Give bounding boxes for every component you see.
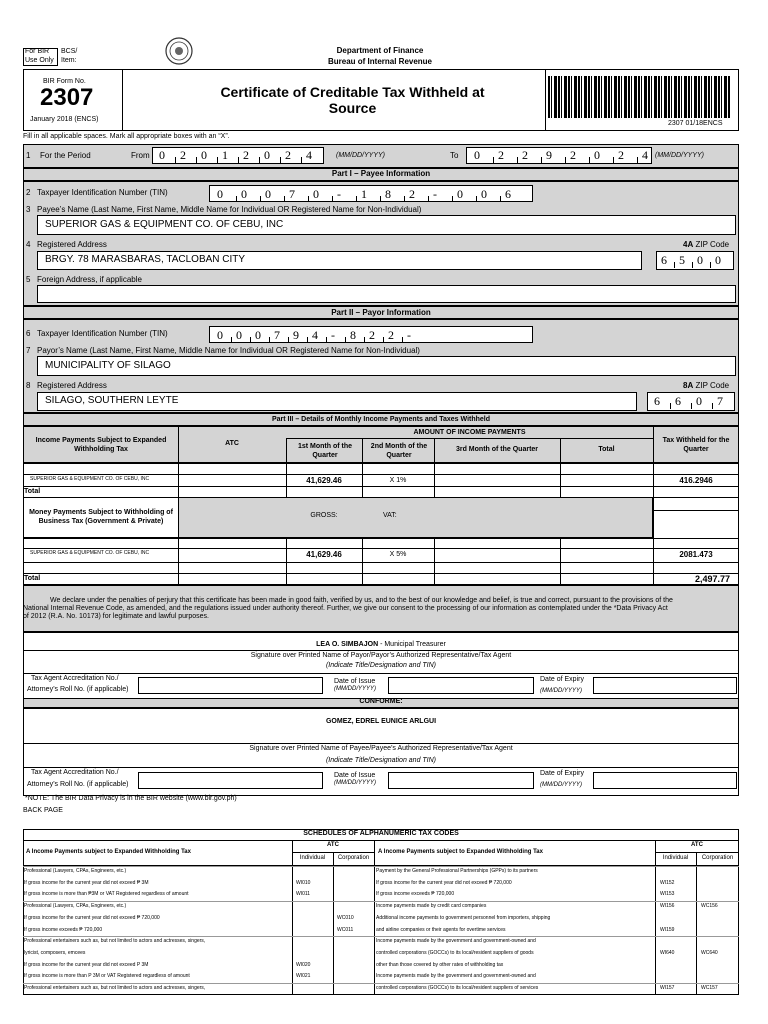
schedule-row-text: and airline companies or their agents for overtime services <box>376 926 506 933</box>
payee-tin-digit: 2 <box>409 187 415 201</box>
form-date: January 2018 (ENCS) <box>30 116 99 123</box>
back-page-label: BACK PAGE <box>23 807 63 814</box>
from-date-digit: 2 <box>243 148 249 162</box>
schedule-row-atc-individual: WI010 <box>296 879 311 886</box>
for-bir-label: For BIR <box>25 48 50 55</box>
to-date-digit: 4 <box>642 148 648 162</box>
payee-tin-label: Taxpayer Identification Number (TIN) <box>37 188 168 197</box>
instruction-text: Fill in all applicable spaces. Mark all appropriate boxes with an “X”. <box>23 133 230 140</box>
payor-agent-label1: Tax Agent Accreditation No./ <box>31 675 119 682</box>
schedule-row-text: Professional (Lawyers, CPAs, Engineers, etc.) <box>24 903 127 910</box>
payor-zip-num: 8A <box>683 381 694 390</box>
payor-tin-digit: 7 <box>274 328 280 342</box>
part2-title: Part II – Payor Information <box>331 308 431 317</box>
left-corporation-header: Corporation <box>337 855 370 861</box>
to-date-digit: 2 <box>618 148 624 162</box>
payee-agent-label1: Tax Agent Accreditation No./ <box>31 769 119 776</box>
bir-seal-icon <box>165 37 193 65</box>
right-individual-header: Individual <box>662 855 689 861</box>
payee-tin-num: 2 <box>26 188 31 197</box>
to-date-digit: 2 <box>570 148 576 162</box>
schedule-title: SCHEDULES OF ALPHANUMERIC TAX CODES <box>303 830 459 837</box>
payee-issue-date-field[interactable] <box>388 772 534 789</box>
payee-tin-digit: 0 <box>481 187 487 201</box>
part3-title: Part III – Details of Monthly Income Payments and Taxes Withheld <box>271 416 491 423</box>
to-date-digit: 0 <box>594 148 600 162</box>
payor-tin-digit: 0 <box>255 328 261 342</box>
schedule-row-text: If gross income for the current year did not exceed P 3M <box>24 961 149 968</box>
row2-m2: X 5% <box>389 551 407 558</box>
business-label: Money Payments Subject to Withholding of Business Tax (Government & Private) <box>29 509 173 525</box>
left-section-header: A Income Payments subject to Expanded Withholding Tax <box>26 849 191 855</box>
row1-m1: 41,629.46 <box>306 476 342 485</box>
foreign-addr-num: 5 <box>26 275 31 284</box>
payee-zip-digit: 0 <box>697 253 703 267</box>
schedule-row-text: If gross income for the current year did not exceed ₱ 3M <box>24 879 149 886</box>
business-shaded <box>178 497 653 538</box>
payee-expiry-date-field[interactable] <box>593 772 737 789</box>
grand-total-value: 2,497.77 <box>695 574 731 584</box>
col-m3: 3rd Month of the Quarter <box>455 446 539 453</box>
payee-addr-num: 4 <box>26 240 31 249</box>
gross-label: GROSS: <box>310 512 338 519</box>
foreign-addr-text: Foreign Address, if applicable <box>37 275 142 284</box>
right-corporation-header: Corporation <box>701 855 734 861</box>
payee-tin-digit: 1 <box>361 187 367 201</box>
payor-tin-num: 6 <box>26 329 31 338</box>
row1-tax: 416.2946 <box>679 476 713 485</box>
payee-zip-label <box>683 240 729 249</box>
payee-tin-digit: 0 <box>457 187 463 201</box>
privacy-note: *NOTE: The BIR Data Privacy is in the BIR website (www.bir.gov.ph) <box>25 795 237 802</box>
payee-tin-digit: - <box>337 187 341 201</box>
payee-zip-field[interactable] <box>656 251 734 270</box>
payee-addr-label: Registered Address <box>37 240 107 249</box>
right-section-header: A Income Payments subject to Expanded Withholding Tax <box>378 849 543 855</box>
row2-name: SUPERIOR GAS & EQUIPMENT CO. OF CEBU, INC <box>30 550 150 556</box>
schedule-row-atc-individual: WI159 <box>660 926 675 933</box>
declaration-line3: of 2012 (R.A. No. 10173) for legitimate and lawful purposes. <box>23 613 209 620</box>
to-date-digit: 0 <box>474 148 480 162</box>
row1-m2: X 1% <box>389 477 407 484</box>
payor-issue-date-field[interactable] <box>388 677 534 694</box>
payee-issue-fmt: (MM/DD/YYYY) <box>334 780 376 786</box>
payee-name-label: Payee’s Name (Last Name, First Name, Middle Name for Individual OR Registered Name for Non-Individual) <box>37 205 422 214</box>
schedule-row-text: Income payments made by credit card companies <box>376 903 487 910</box>
payor-tin-digit: - <box>407 328 411 342</box>
payor-expiry-fmt: (MM/DD/YYYY) <box>540 688 582 694</box>
payee-tin-digit: 8 <box>385 187 391 201</box>
period-label: For the Period <box>40 151 91 160</box>
col-income: Income Payments Subject to Expanded Withholding Tax <box>35 437 167 453</box>
payor-agent-label2: Attorney’s Roll No. (if applicable) <box>27 686 129 693</box>
from-date-digit: 2 <box>180 148 186 162</box>
form-title-line2: Source <box>328 100 377 116</box>
form-number: 2307 <box>40 84 94 111</box>
schedule-row-text: Professional entertainers such as, but not limited to actors and actresses, singers, <box>24 985 206 991</box>
payor-tin-digit: 9 <box>293 328 299 342</box>
declaration-line2: National Internal Revenue Code, as amended, and the regulations issued under authority thereof. Further, we give our consent to the processing of our information as contemplated under the *Data Privacy Act <box>23 605 668 612</box>
schedule-row-atc-individual: WI157 <box>660 985 675 991</box>
col-m1: 1st Month of the Quarter <box>297 443 353 459</box>
foreign-addr-label <box>37 275 142 284</box>
payor-zip-digit: 6 <box>675 394 681 408</box>
schedule-row-atc-corporation: WC157 <box>701 985 718 991</box>
payee-zip-digit: 6 <box>661 253 667 267</box>
from-date-digit: 0 <box>264 148 270 162</box>
payee-agent-label2: Attorney’s Roll No. (if applicable) <box>27 781 129 788</box>
col-m2: 2nd Month of the Quarter <box>370 443 428 459</box>
payee-tin-digit: 0 <box>313 187 319 201</box>
schedule-row-text: Professional entertainers such as, but not limited to actors and actresses, singers, <box>24 938 206 945</box>
payor-zip-text: ZIP Code <box>695 381 730 390</box>
conforme-title: CONFORME: <box>359 698 403 705</box>
payor-tin-digit: - <box>331 328 335 342</box>
schedule-row-text: Payment by the General Professional Partnerships (GPPs) to its partners <box>376 868 538 874</box>
schedule-row-text: controlled corporations (GOCCs) to its local/resident suppliers of goods <box>376 949 534 956</box>
payor-zip-label <box>683 381 729 390</box>
to-date-digit: 2 <box>522 148 528 162</box>
payee-name-value: SUPERIOR GAS & EQUIPMENT CO. OF CEBU, INC <box>45 219 284 230</box>
schedule-row-text: If gross income for the current year did not exceed ₱ 720,000 <box>24 914 160 921</box>
form-title-line1: Certificate of Creditable Tax Withheld at <box>220 84 485 100</box>
payee-zip-text: ZIP Code <box>695 240 730 249</box>
payor-tin-digit: 0 <box>217 328 223 342</box>
schedule-row-text: Income payments made by the government and government-owned and <box>376 973 536 980</box>
payor-signatory-title: - Municipal Treasurer <box>378 641 446 648</box>
payee-zip-digit: 5 <box>679 253 685 267</box>
use-only-label: Use Only <box>25 57 54 64</box>
col-atc: ATC <box>225 440 239 447</box>
payor-tin-digit: 2 <box>388 328 394 342</box>
payee-tin-digit: 7 <box>289 187 295 201</box>
payee-signatory: GOMEZ, EDREL EUNICE ARLGUI <box>325 718 437 725</box>
schedule-row-text: controlled corporations (GOCCs) to its local/resident suppliers of services <box>376 985 539 991</box>
schedule-row-text: Professional (Lawyers, CPAs, Engineers, etc.) <box>24 868 127 874</box>
schedule-row-text: If gross income is more than ₱3M or VAT Registered regardless of amount <box>24 891 189 898</box>
payee-tin-digit: 0 <box>241 187 247 201</box>
payor-addr-num: 8 <box>26 381 31 390</box>
from-date-digit: 2 <box>285 148 291 162</box>
payor-tin-digit: 4 <box>312 328 318 342</box>
payor-sig-caption2: (Indicate Title/Designation and TIN) <box>325 662 437 669</box>
row2-tax: 2081.473 <box>679 550 713 559</box>
part1-title: Part I – Payee Information <box>331 169 431 178</box>
schedule-row-atc-corporation: WC010 <box>337 914 354 921</box>
payee-expiry-label: Date of Expiry <box>540 770 584 777</box>
payor-sig-caption: Signature over Printed Name of Payor/Payor’s Authorized Representative/Tax Agent <box>250 652 512 659</box>
payor-agent-field[interactable] <box>138 677 323 694</box>
schedule-row-atc-individual: WI153 <box>660 891 675 898</box>
barcode <box>548 76 730 118</box>
col-total: Total <box>598 446 615 453</box>
grand-total-label: Total <box>24 575 41 582</box>
payee-tin-digit: 0 <box>265 187 271 201</box>
bureau-name: Bureau of Internal Revenue <box>327 57 433 66</box>
left-individual-header: Individual <box>299 855 326 861</box>
schedule-row-text: Additional income payments to government personnel from importers, shipping <box>376 914 551 921</box>
schedule-row-text: If gross income exceeds ₱ 720,000 <box>376 891 455 898</box>
payor-expiry-label: Date of Expiry <box>540 676 584 683</box>
from-date-format: (MM/DD/YYYY) <box>336 152 385 159</box>
vat-label: VAT: <box>383 512 397 519</box>
payor-name-num: 7 <box>26 346 31 355</box>
schedule-row-atc-individual: WI021 <box>296 973 311 980</box>
payor-tin-digit: 2 <box>369 328 375 342</box>
schedule-row-text: Income payments made by the government and government-owned and <box>376 938 536 945</box>
period-num: 1 <box>26 151 31 160</box>
total-label-1: Total <box>24 488 41 495</box>
payor-zip-digit: 6 <box>654 394 660 408</box>
schedule-row-atc-individual: WI020 <box>296 961 311 968</box>
schedule-row-text: If gross income exceeds ₱ 720,000 <box>24 926 103 933</box>
from-date-digit: 4 <box>306 148 312 162</box>
payee-zip-digit: 0 <box>715 253 721 267</box>
payor-signatory-name: LEA O. SIMBAJON <box>316 641 379 648</box>
payor-name-label: Payor’s Name (Last Name, First Name, Middle Name for Individual OR Registered Name for Non-Individual) <box>37 346 420 355</box>
to-date-digit: 9 <box>546 148 552 162</box>
payor-issue-label: Date of Issue <box>334 678 376 685</box>
col-tax: Tax Withheld for the Quarter <box>662 437 730 453</box>
dept-name: Department of Finance <box>336 46 424 55</box>
payee-sig-caption: Signature over Printed Name of Payee/Payee’s Authorized Representative/Tax Agent <box>249 745 513 752</box>
amount-header: AMOUNT OF INCOME PAYMENTS <box>413 429 526 436</box>
payee-agent-field[interactable] <box>138 772 323 789</box>
declaration-line1: We declare under the penalties of perjury that this certificate has been made in good faith, verified by us, and to the best of our knowledge and belief, is true and correct, pursuant to the provisions of the <box>50 597 673 604</box>
payee-issue-label: Date of Issue <box>334 772 376 779</box>
payee-name-num: 3 <box>26 205 31 214</box>
to-label: To <box>450 151 459 160</box>
payee-tin-digit: - <box>433 187 437 201</box>
payor-zip-digit: 7 <box>717 394 723 408</box>
schedule-row-atc-individual: WI011 <box>296 891 311 898</box>
barcode-code: 2307 01/18ENCS <box>668 120 723 127</box>
payor-issue-fmt: (MM/DD/YYYY) <box>334 686 376 692</box>
schedule-row-atc-corporation: WC640 <box>701 949 718 956</box>
left-atc-header: ATC <box>327 842 339 848</box>
item-label: Item: <box>61 57 77 64</box>
schedule-row-atc-corporation: WC156 <box>701 903 718 910</box>
row2-m1: 41,629.46 <box>306 550 342 559</box>
payor-tin-digit: 8 <box>350 328 356 342</box>
schedule-row-text: If gross income for the current year did not exceed ₱ 720,000 <box>376 879 512 886</box>
to-date-digit: 2 <box>498 148 504 162</box>
payor-zip-digit: 0 <box>696 394 702 408</box>
to-date-format: (MM/DD/YYYY) <box>655 152 704 159</box>
payee-tin-digit: 6 <box>505 187 511 201</box>
payor-addr-label: Registered Address <box>37 381 107 390</box>
from-date-digit: 0 <box>159 148 165 162</box>
schedule-row-atc-individual: WI152 <box>660 879 675 886</box>
from-date-digit: 0 <box>201 148 207 162</box>
schedule-row-atc-individual: WI640 <box>660 949 675 956</box>
payee-zip-num: 4A <box>683 240 694 249</box>
right-atc-header: ATC <box>691 842 703 848</box>
foreign-address-field[interactable] <box>37 285 736 303</box>
schedule-row-atc-individual: WI156 <box>660 903 675 910</box>
payor-expiry-date-field[interactable] <box>593 677 737 694</box>
payor-tin-label: Taxpayer Identification Number (TIN) <box>37 329 168 338</box>
schedule-row-atc-corporation: WC011 <box>337 926 354 933</box>
payee-tin-digit: 0 <box>217 187 223 201</box>
from-date-digit: 1 <box>222 148 228 162</box>
form-no-label: BIR Form No. <box>43 78 86 85</box>
payee-sig-caption2: (Indicate Title/Designation and TIN) <box>325 757 437 764</box>
payor-name-value: MUNICIPALITY OF SILAGO <box>45 360 171 371</box>
bcs-label: BCS/ <box>61 48 78 55</box>
schedule-row-text: If gross income is more than P 3M or VAT Registered regardless of amount <box>24 973 190 980</box>
payee-expiry-fmt: (MM/DD/YYYY) <box>540 782 582 788</box>
payor-address-value: SILAGO, SOUTHERN LEYTE <box>45 395 179 406</box>
payee-address-value: BRGY. 78 MARASBARAS, TACLOBAN CITY <box>45 254 246 265</box>
schedule-row-text: lyricist, composers, emcees <box>24 949 86 956</box>
from-label: From <box>131 151 150 160</box>
row1-name: SUPERIOR GAS & EQUIPMENT CO. OF CEBU, INC <box>30 476 150 482</box>
payor-signatory <box>23 641 739 648</box>
schedule-row-text: other than those covered by other rates of withholding tax <box>376 961 504 968</box>
payor-tin-digit: 0 <box>236 328 242 342</box>
